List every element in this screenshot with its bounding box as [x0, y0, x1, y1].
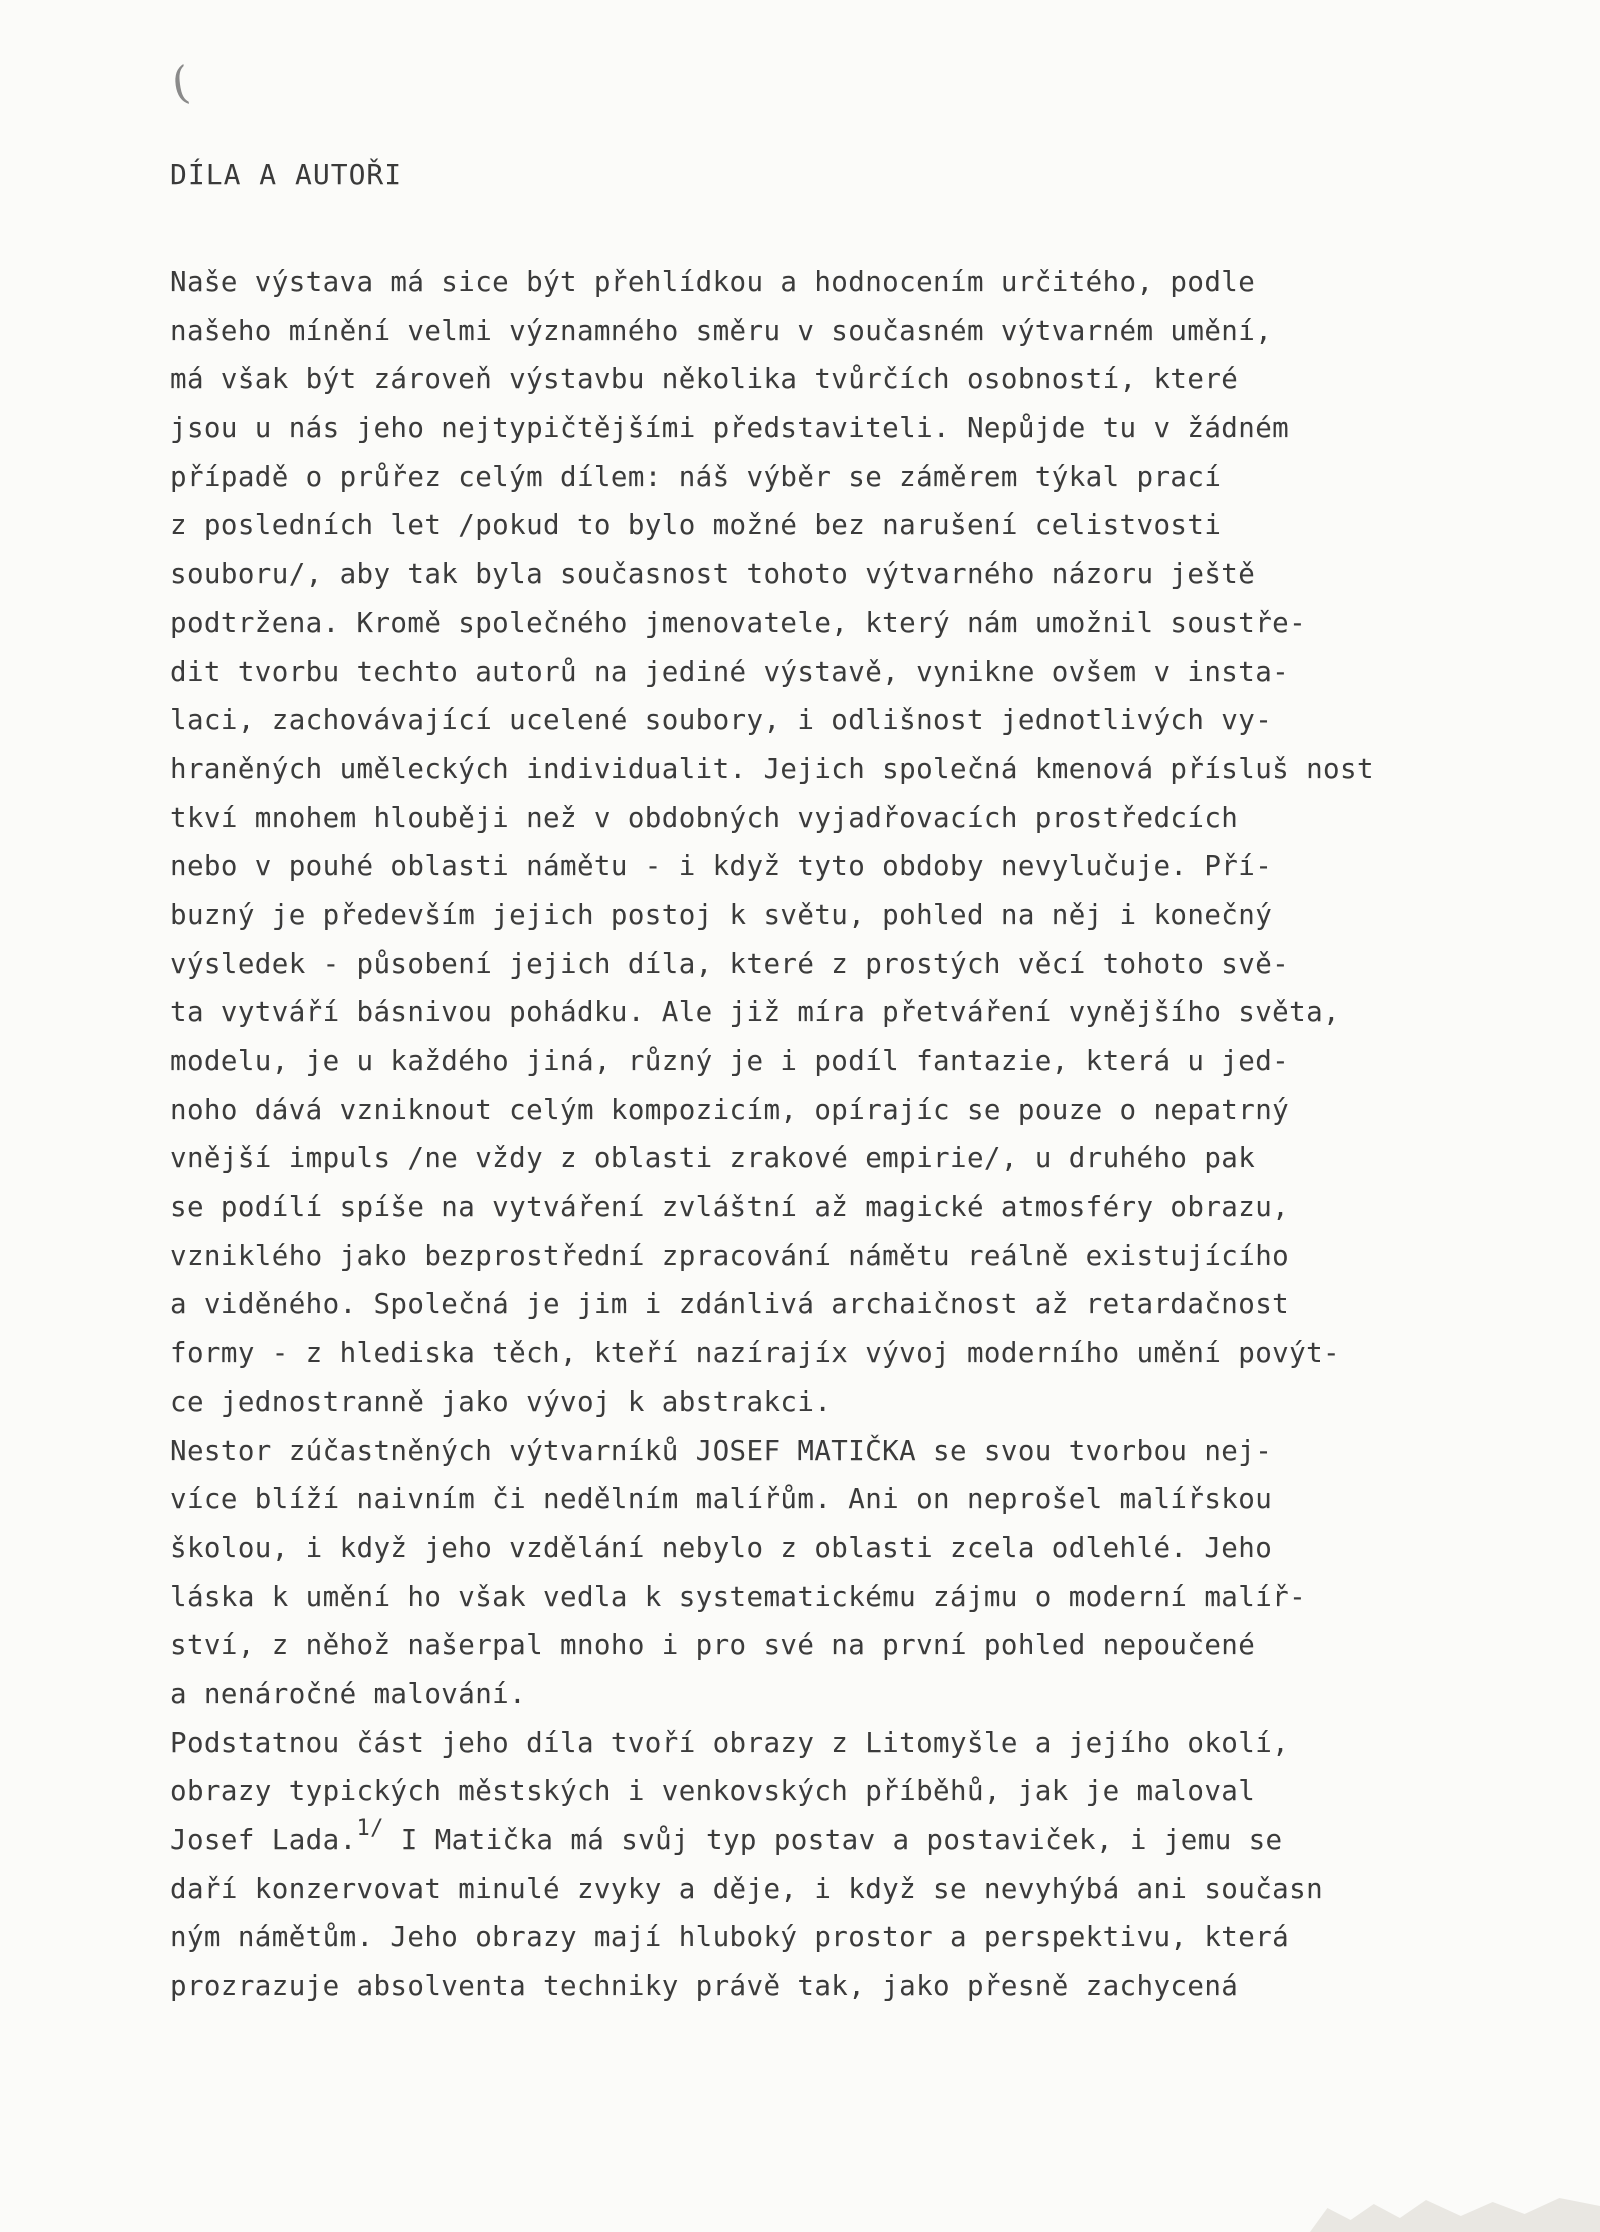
text-line: vzniklého jako bezprostřední zpracování námětu reálně existujícího	[170, 1239, 1290, 1272]
text-line: více blíží naivním či nedělním malířům. Ani on neprošel malířskou	[170, 1483, 1273, 1516]
text-line: má však být zároveň výstavbu několika tvůrčích osobností, které	[170, 363, 1239, 396]
text-line: laci, zachovávající ucelené soubory, i odlišnost jednotlivých vy-	[170, 704, 1273, 737]
text-line: prozrazuje absolventa techniky právě tak, jako přesně zachycená	[170, 1970, 1239, 2003]
text-line: Podstatnou část jeho díla tvoří obrazy z Litomyšle a jejího okolí,	[170, 1726, 1290, 1759]
text-line: souboru/, aby tak byla současnost tohoto výtvarného názoru ještě	[170, 558, 1256, 591]
text-line: buzný je především jejich postoj k světu, pohled na něj i konečný	[170, 898, 1273, 931]
text-line: obrazy typických městských i venkovských příběhů, jak je maloval	[170, 1775, 1256, 1808]
text-line: ce jednostranně jako vývoj k abstrakci.	[170, 1385, 832, 1418]
text-line: noho dává vzniknout celým kompozicím, opírajíc se pouze o nepatrný	[170, 1093, 1290, 1126]
text-line: případě o průřez celým dílem: náš výběr se záměrem týkal prací	[170, 460, 1222, 493]
text-line: ství, z něhož našerpal mnoho i pro své na první pohled nepoučené	[170, 1629, 1256, 1662]
text-line: našeho mínění velmi významného směru v současném výtvarném umění,	[170, 314, 1273, 347]
footnote-reference: 1/	[356, 1816, 384, 1841]
text-line: a viděného. Společná je jim i zdánlivá archaičnost až retardačnost	[170, 1288, 1290, 1321]
text-line: vnější impuls /ne vždy z oblasti zrakové empirie/, u druhého pak	[170, 1142, 1256, 1175]
margin-mark: (	[168, 57, 193, 110]
text-line: daří konzervovat minulé zvyky a děje, i když se nevyhýbá ani současn	[170, 1872, 1324, 1905]
text-line: ta vytváří básnivou pohádku. Ale již míra přetváření vynějšího světa,	[170, 996, 1340, 1029]
text-line-lada	[170, 1816, 1570, 1865]
text-line: se podílí spíše na vytváření zvláštní až magické atmosféry obrazu,	[170, 1191, 1290, 1224]
text-line: výsledek - působení jejich díla, které z prostých věcí tohoto svě-	[170, 947, 1290, 980]
text-line: hraněných uměleckých individualit. Jejich společná kmenová přísluš nost	[170, 752, 1374, 785]
text-line: ným námětům. Jeho obrazy mají hluboký prostor a perspektivu, která	[170, 1921, 1290, 1954]
text-line: Naše výstava má sice být přehlídkou a hodnocením určitého, podle	[170, 266, 1256, 298]
text-line: z posledních let /pokud to bylo možné bez narušení celistvosti	[170, 509, 1222, 542]
text-line: podtržena. Kromě společného jmenovatele, který nám umožnil soustře-	[170, 606, 1307, 639]
text-line: jsou u nás jeho nejtypičtějšími představiteli. Nepůjde tu v žádném	[170, 412, 1290, 445]
torn-paper-edge	[1310, 2192, 1600, 2232]
text-line: tkví mnohem hlouběji než v obdobných vyjadřovacích prostředcích	[170, 801, 1239, 834]
lada-line-after: I Matička má svůj typ postav a postaviček, i jemu se	[383, 1824, 1283, 1856]
lada-line-before: Josef Lada.	[170, 1824, 357, 1856]
paragraph-lines	[170, 258, 1570, 1816]
text-line: dit tvorbu techto autorů na jediné výstavě, vynikne ovšem v insta-	[170, 655, 1290, 688]
text-line: školou, i když jeho vzdělání nebylo z oblasti zcela odlehlé. Jeho	[170, 1531, 1273, 1564]
text-line: modelu, je u každého jiná, různý je i podíl fantazie, která u jed-	[170, 1045, 1290, 1077]
text-line: láska k umění ho však vedla k systematickému zájmu o moderní malíř-	[170, 1580, 1307, 1613]
closing-lines	[170, 1865, 1570, 2011]
text-line: nebo v pouhé oblasti námětu - i když tyto obdoby nevylučuje. Pří-	[170, 850, 1273, 883]
text-line: a nenáročné malování.	[170, 1677, 527, 1710]
document-title: DÍLA A AUTOŘI	[170, 158, 403, 191]
body-text	[170, 258, 1570, 2011]
text-line: Nestor zúčastněných výtvarníků JOSEF MATIČKA se svou tvorbou nej-	[170, 1434, 1273, 1467]
text-line: formy - z hlediska těch, kteří nazírajíx vývoj moderního umění povýt-	[170, 1337, 1340, 1370]
